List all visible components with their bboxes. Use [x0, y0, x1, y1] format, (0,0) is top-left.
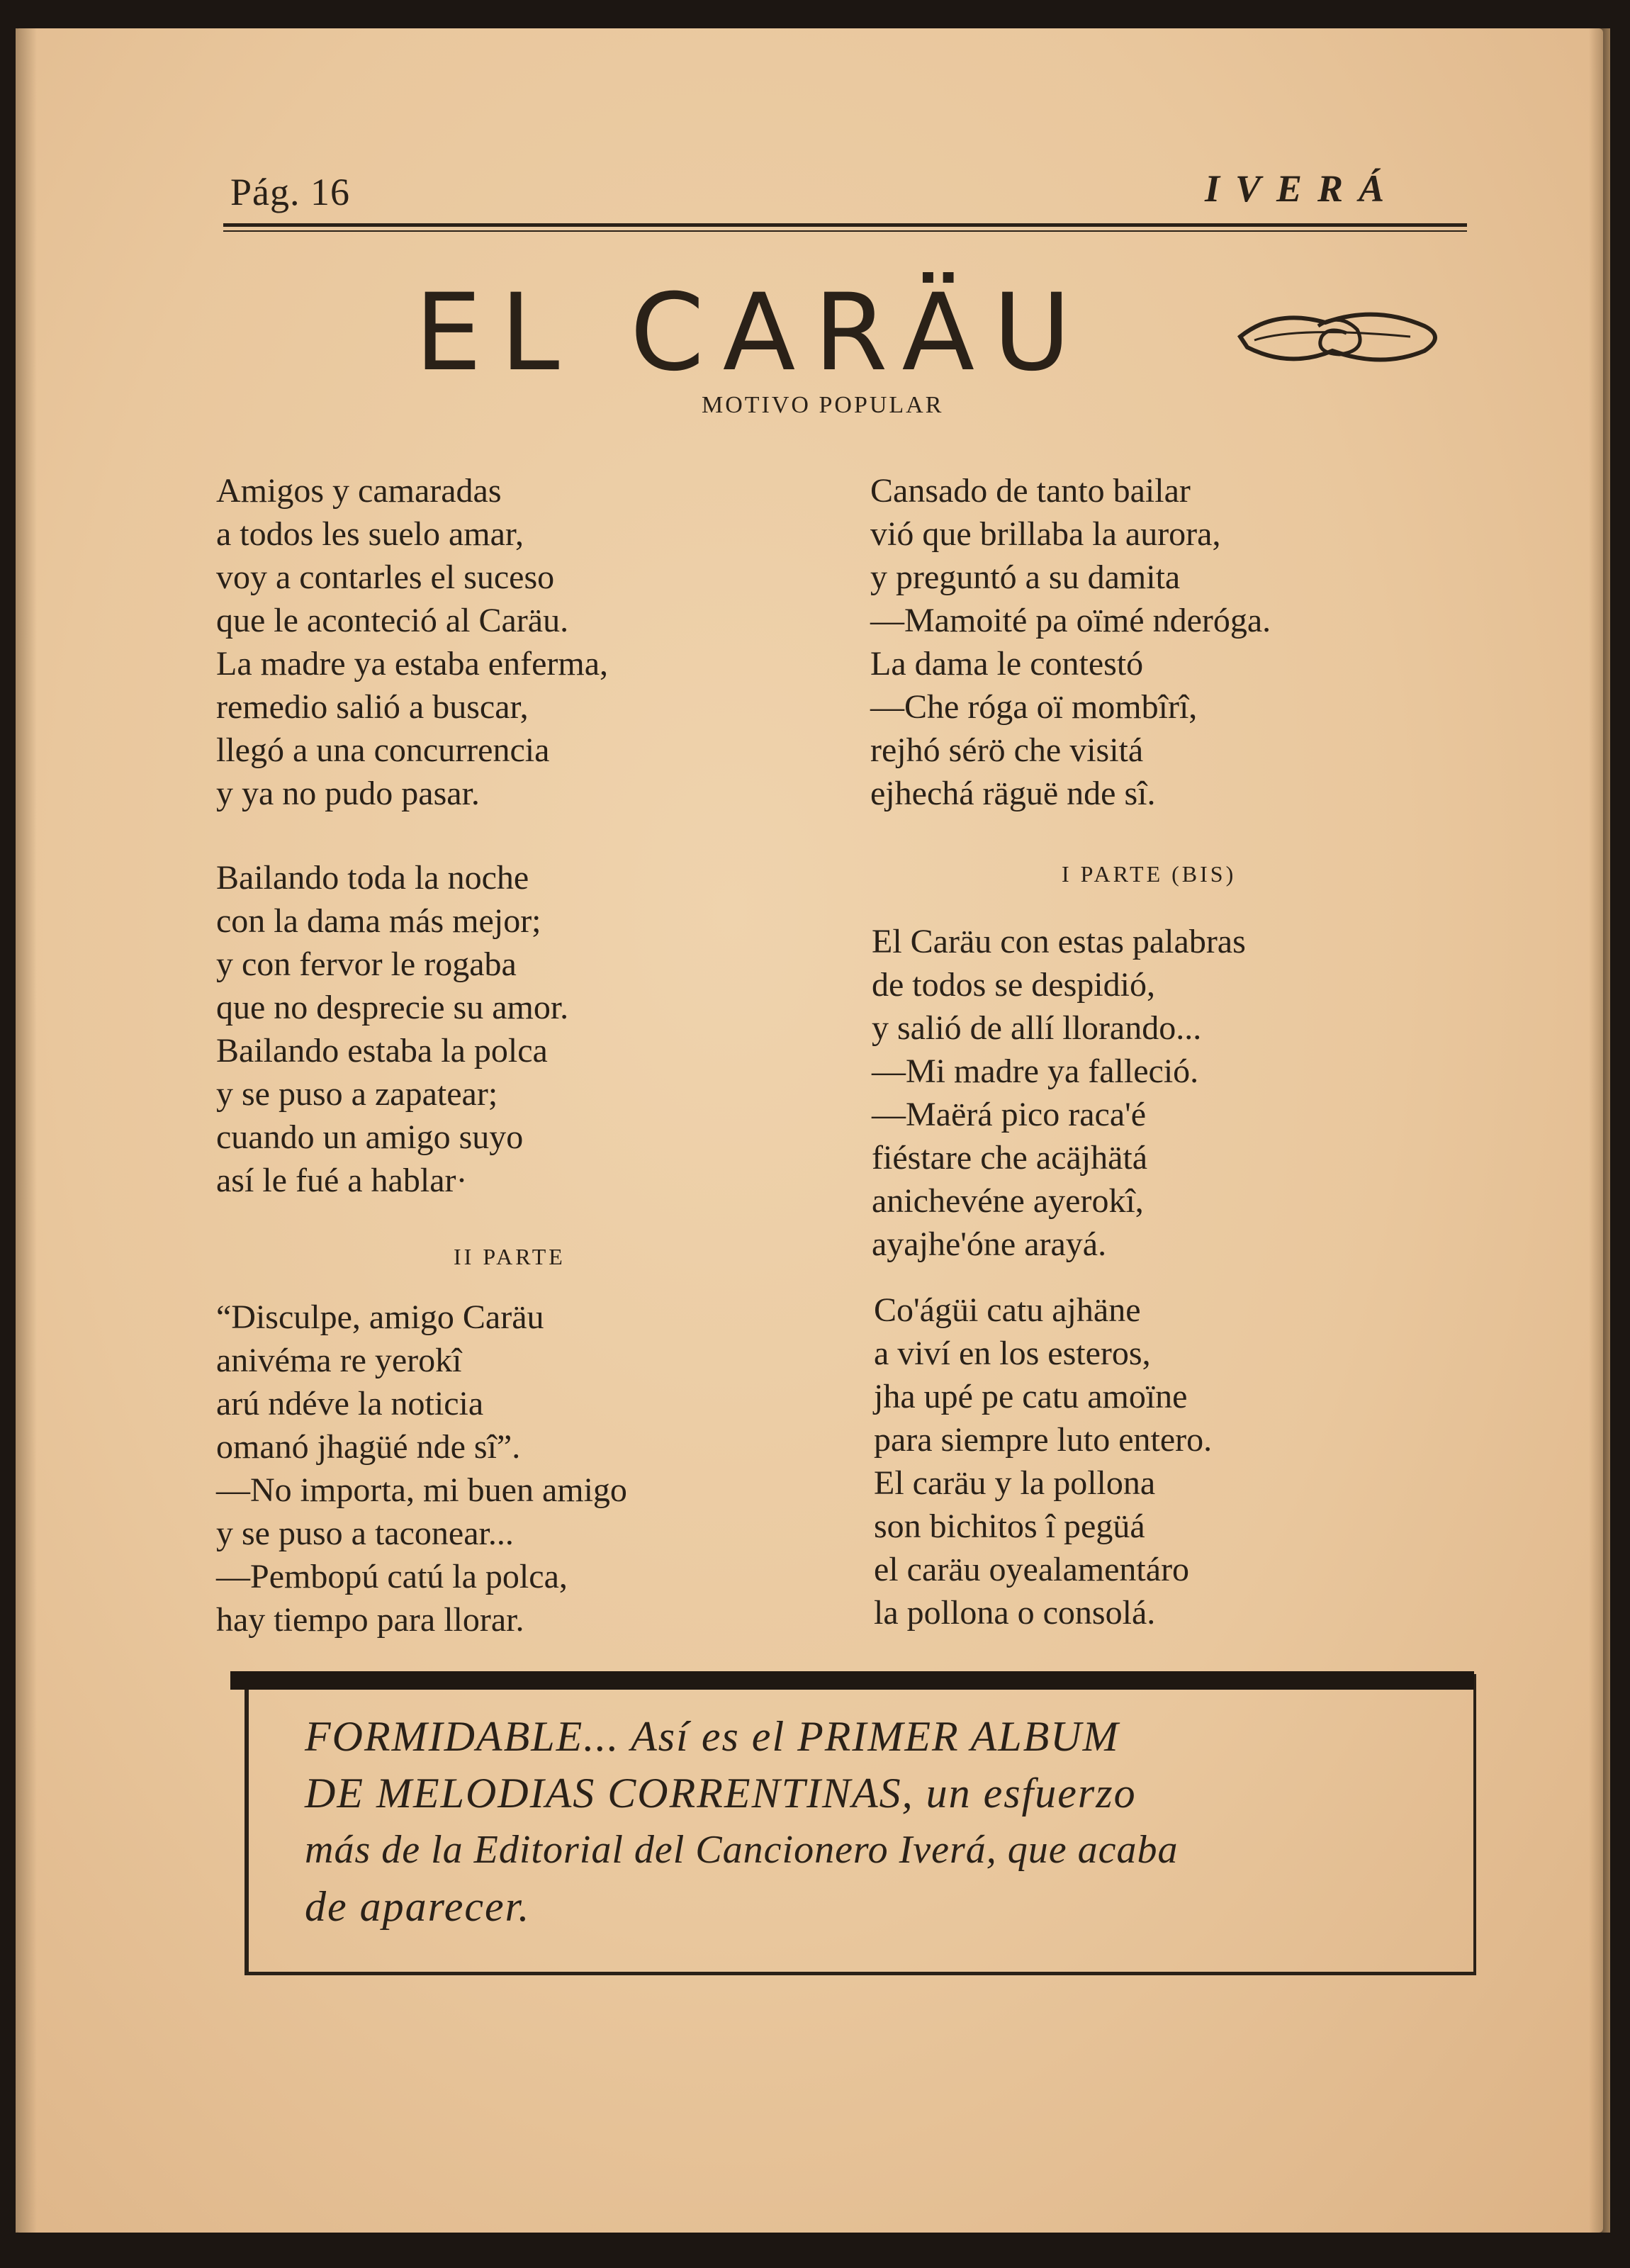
advertisement-text — [305, 1708, 1439, 1935]
magazine-name: IVERÁ — [1205, 167, 1400, 210]
verse-line: el caräu oyealamentáro — [874, 1551, 1190, 1588]
verse-line: La dama le contestó — [870, 645, 1144, 683]
page-right-shadow — [1589, 28, 1610, 2233]
verse-line: El Caräu con estas palabras — [872, 923, 1246, 960]
part-2-heading: II PARTE — [454, 1244, 566, 1269]
verse-line: voy a contarles el suceso — [216, 558, 555, 596]
verse-line: Amigos y camaradas — [216, 472, 502, 510]
verse-line: rejhó sérö che visitá — [870, 731, 1144, 769]
title-ornament-icon — [1233, 298, 1446, 376]
verse-line: Bailando toda la noche — [216, 859, 529, 897]
article-subtitle: MOTIVO POPULAR — [702, 392, 944, 418]
verse-line: —Mamoité pa oïmé nderóga. — [870, 602, 1271, 639]
verse-line: la pollona o consolá. — [874, 1594, 1156, 1632]
verse-line: y con fervor le rogaba — [216, 945, 517, 983]
ad-line: más de la Editorial del Cancionero Iverá, que acaba — [305, 1828, 1179, 1872]
verse-line: El caräu y la pollona — [874, 1464, 1156, 1502]
verse-line: y ya no pudo pasar. — [216, 775, 480, 812]
ad-line: DE MELODIAS CORRENTINAS, un esfuerzo — [305, 1770, 1137, 1817]
verse-line: y salió de allí llorando... — [872, 1009, 1202, 1047]
verse-line: Bailando estaba la polca — [216, 1032, 548, 1070]
verse-line: —Pembopú catú la polca, — [216, 1558, 568, 1595]
verse-line: a viví en los esteros, — [874, 1335, 1151, 1372]
left-stanza-3 — [216, 1296, 627, 1641]
verse-line: “Disculpe, amigo Caräu — [216, 1298, 544, 1336]
verse-line: para siempre luto entero. — [874, 1421, 1213, 1459]
left-stanza-1 — [216, 469, 608, 815]
verse-line: con la dama más mejor; — [216, 902, 541, 940]
verse-line: llegó a una concurrencia — [216, 731, 550, 769]
header-rule-top — [223, 223, 1467, 227]
verse-line: arú ndéve la noticia — [216, 1385, 484, 1422]
verse-line: —Mi madre ya falleció. — [872, 1052, 1199, 1090]
right-stanza-2 — [872, 920, 1246, 1266]
verse-line: y preguntó a su damita — [870, 558, 1181, 596]
verse-line: La madre ya estaba enferma, — [216, 645, 609, 683]
verse-line: anichevéne ayerokî, — [872, 1182, 1144, 1220]
verse-line: cuando un amigo suyo — [216, 1118, 524, 1156]
ad-line: de aparecer. — [305, 1883, 531, 1930]
right-stanza-1 — [870, 469, 1271, 815]
verse-line: de todos se despidió, — [872, 966, 1155, 1004]
verse-line: vió que brillaba la aurora, — [870, 515, 1221, 553]
verse-line: anivéma re yerokî — [216, 1342, 462, 1379]
verse-line: —Maërá pico raca'é — [872, 1096, 1147, 1133]
verse-line: a todos les suelo amar, — [216, 515, 524, 553]
verse-line: ayajhe'óne arayá. — [872, 1225, 1107, 1263]
verse-line: y se puso a taconear... — [216, 1515, 514, 1552]
left-stanza-2 — [216, 856, 568, 1202]
verse-line: son bichitos î pegüá — [874, 1508, 1145, 1545]
verse-line: hay tiempo para llorar. — [216, 1601, 524, 1639]
verse-line: —No importa, mi buen amigo — [216, 1471, 627, 1509]
right-stanza-3 — [874, 1289, 1212, 1634]
ad-line: FORMIDABLE... Así es el PRIMER ALBUM — [305, 1713, 1120, 1760]
part-1-bis-heading: I PARTE (BIS) — [1062, 861, 1237, 887]
verse-line: que no desprecie su amor. — [216, 989, 569, 1026]
page-number: Pág. 16 — [230, 171, 350, 213]
verse-line: y se puso a zapatear; — [216, 1075, 498, 1113]
page-left-shadow — [16, 28, 37, 2233]
verse-line: que le aconteció al Caräu. — [216, 602, 569, 639]
verse-line: omanó jhagüé nde sî”. — [216, 1428, 521, 1466]
header-rule-bottom — [223, 230, 1467, 232]
verse-line: jha upé pe catu amoïne — [874, 1378, 1188, 1415]
verse-line: fiéstare che acäjhätá — [872, 1139, 1148, 1177]
verse-line: remedio salió a buscar, — [216, 688, 529, 726]
verse-line: Cansado de tanto bailar — [870, 472, 1191, 510]
verse-line: —Che róga oï mombîrî, — [870, 688, 1198, 726]
verse-line: Co'ágüi catu ajhäne — [874, 1291, 1141, 1329]
verse-line: ejhechá räguë nde sî. — [870, 775, 1156, 812]
verse-line: así le fué a hablar· — [216, 1162, 468, 1199]
article-title: EL CARÄU — [415, 271, 1089, 395]
advertisement-top-bar — [230, 1671, 1474, 1690]
